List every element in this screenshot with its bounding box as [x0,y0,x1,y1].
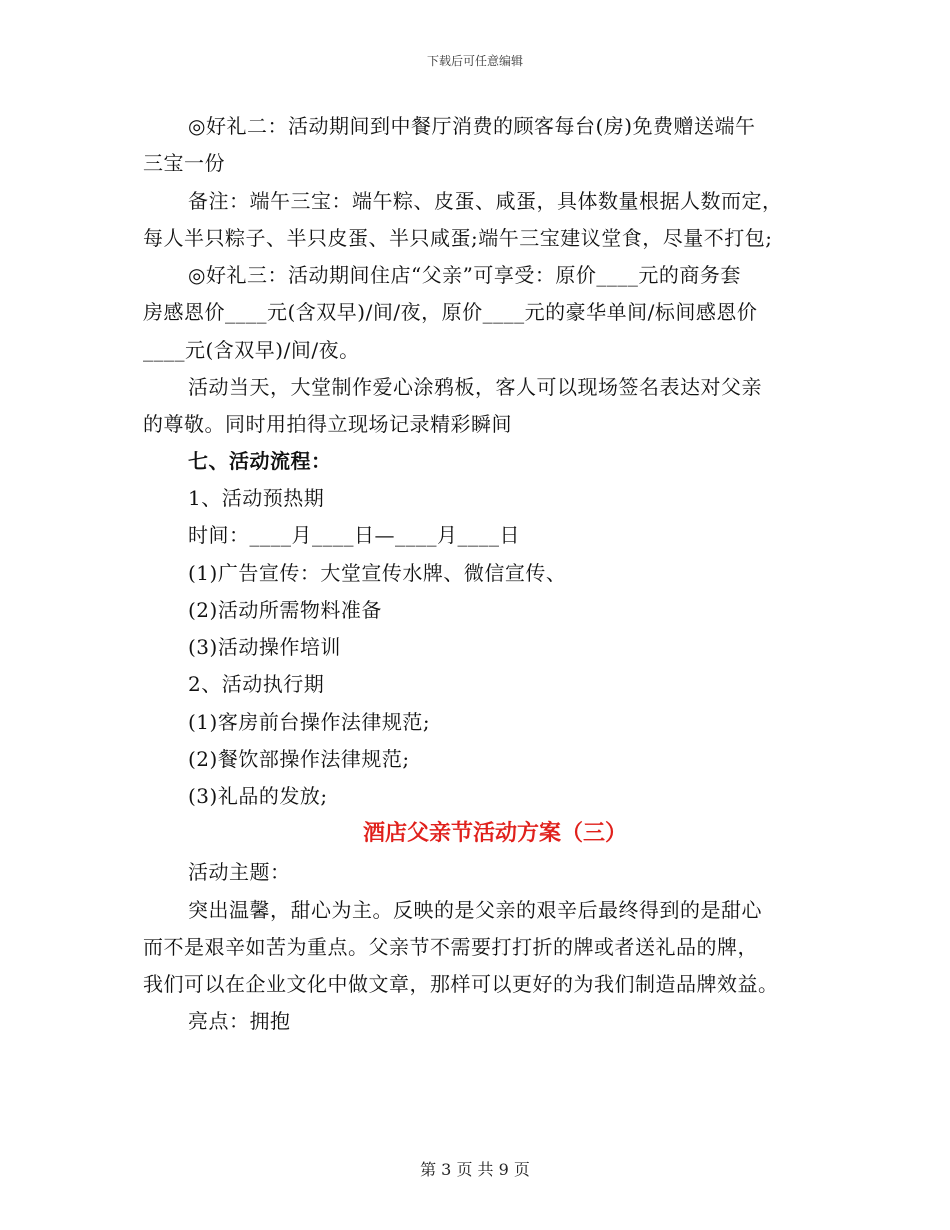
paragraph-line: (2)活动所需物料准备 [188,598,382,622]
paragraph-line: (3)礼品的发放; [188,784,328,808]
paragraph-line: 突出温馨，甜心为主。反映的是父亲的艰辛后最终得到的是甜心 [188,898,762,922]
paragraph-line: 每人半只粽子、半只皮蛋、半只咸蛋;端午三宝建议堂食，尽量不打包; [143,226,773,250]
paragraph-line: (1)客房前台操作法律规范; [188,710,431,734]
paragraph-line: 活动主题： [188,860,291,884]
paragraph-line: 而不是艰辛如苦为重点。父亲节不需要打打折的牌或者送礼品的牌， [143,935,758,959]
paragraph-line: 我们可以在企业文化中做文章，那样可以更好的为我们制造品牌效益。 [143,972,779,996]
paragraph-line: 活动当天，大堂制作爱心涂鸦板，客人可以现场签名表达对父亲 [188,375,762,399]
paragraph-line: 三宝一份 [143,151,225,175]
section-title: 酒店父亲节活动方案（三） [362,820,627,846]
paragraph-line: 亮点：拥抱 [188,1009,291,1033]
page-header: 下载后可任意编辑 [426,54,523,68]
paragraph-line: ◎好礼三：活动期间住店“父亲”可享受：原价____元的商务套 [188,263,741,287]
paragraph-line: 房感恩价____元(含双早)/间/夜，原价____元的豪华单间/标间感恩价 [143,300,758,324]
paragraph-line: ____元(含双早)/间/夜。 [143,338,360,362]
paragraph-line: (2)餐饮部操作法律规范; [188,747,410,771]
paragraph-line: 1、活动预热期 [188,486,325,510]
paragraph-line: 2、活动执行期 [188,672,325,696]
page-footer: 第 3 页 共 9 页 [420,1160,530,1179]
paragraph-line: 的尊敬。同时用拍得立现场记录精彩瞬间 [143,412,512,436]
paragraph-line: 时间：____月____日—____月____日 [188,523,520,547]
paragraph-line: 备注：端午三宝：端午粽、皮蛋、咸蛋，具体数量根据人数而定， [188,189,783,213]
paragraph-line: (3)活动操作培训 [188,635,341,659]
paragraph-line: ◎好礼二：活动期间到中餐厅消费的顾客每台(房)免费赠送端午 [188,114,756,138]
paragraph-line: (1)广告宣传：大堂宣传水牌、微信宣传、 [188,561,567,585]
section-heading: 七、活动流程： [188,449,332,473]
